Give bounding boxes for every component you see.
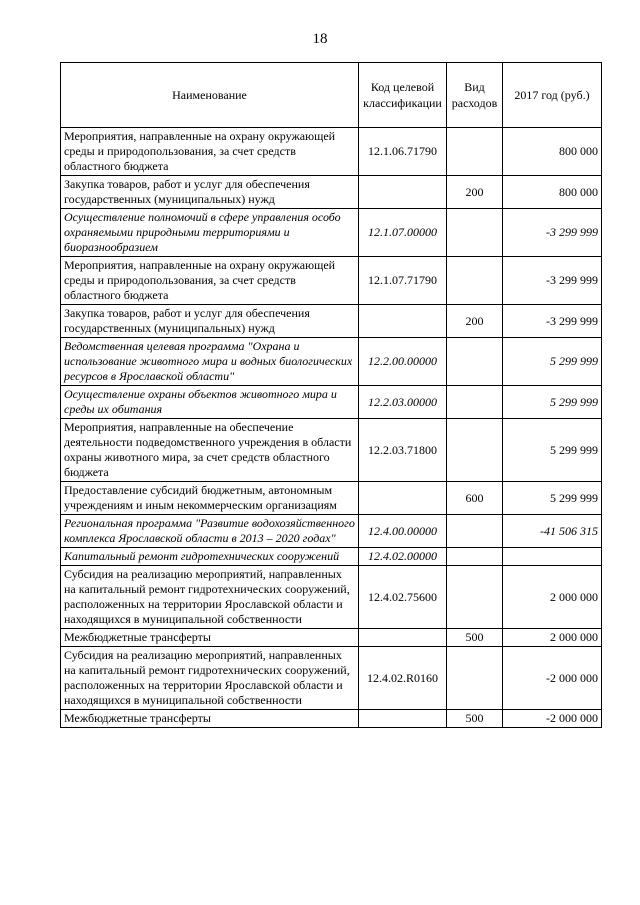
cell-name: Осуществление полномочий в сфере управления особо охраняемыми природными территориями и биоразнообразием	[61, 209, 359, 257]
cell-type: 600	[447, 482, 503, 515]
header-type: Вид расходов	[447, 63, 503, 128]
table-row	[61, 548, 602, 566]
header-name: Наименование	[61, 63, 359, 128]
cell-name: Мероприятия, направленные на обеспечение деятельности подведомственного учреждения в области охраны животного мира, за счет средств областного бюджета	[61, 419, 359, 482]
cell-name: Предоставление субсидий бюджетным, автономным учреждениям и иным некоммерческим организациям	[61, 482, 359, 515]
cell-name: Межбюджетные трансферты	[61, 629, 359, 647]
cell-code	[359, 176, 447, 209]
cell-type	[447, 515, 503, 548]
budget-table	[60, 62, 602, 728]
cell-amount: 800 000	[503, 176, 602, 209]
cell-name: Мероприятия, направленные на охрану окружающей среды и природопользования, за счет средств областного бюджета	[61, 128, 359, 176]
cell-code: 12.2.03.71800	[359, 419, 447, 482]
cell-type: 500	[447, 629, 503, 647]
cell-name: Региональная программа "Развитие водохозяйственного комплекса Ярославской области в 2013 – 2020 годах"	[61, 515, 359, 548]
cell-code	[359, 629, 447, 647]
cell-code: 12.2.03.00000	[359, 386, 447, 419]
table-row	[61, 305, 602, 338]
cell-amount: 5 299 999	[503, 482, 602, 515]
cell-amount: -3 299 999	[503, 209, 602, 257]
table-row	[61, 629, 602, 647]
cell-amount: 5 299 999	[503, 338, 602, 386]
table-row	[61, 176, 602, 209]
cell-code: 12.4.02.75600	[359, 566, 447, 629]
cell-type	[447, 257, 503, 305]
cell-code: 12.1.07.71790	[359, 257, 447, 305]
cell-type	[447, 386, 503, 419]
cell-type	[447, 128, 503, 176]
table-row	[61, 647, 602, 710]
cell-amount: -41 506 315	[503, 515, 602, 548]
page-number: 18	[312, 31, 328, 47]
cell-code	[359, 482, 447, 515]
table-row	[61, 128, 602, 176]
cell-code: 12.1.07.00000	[359, 209, 447, 257]
cell-amount	[503, 548, 602, 566]
cell-amount: -3 299 999	[503, 257, 602, 305]
cell-type	[447, 209, 503, 257]
cell-amount: -2 000 000	[503, 647, 602, 710]
cell-amount: -3 299 999	[503, 305, 602, 338]
cell-type	[447, 647, 503, 710]
cell-code: 12.1.06.71790	[359, 128, 447, 176]
cell-amount: 2 000 000	[503, 629, 602, 647]
table-row	[61, 710, 602, 728]
cell-code: 12.2.00.00000	[359, 338, 447, 386]
table-row	[61, 515, 602, 548]
table-row	[61, 257, 602, 305]
cell-name: Субсидия на реализацию мероприятий, направленных на капитальный ремонт гидротехнических сооружений, расположенных на территории Ярославской области и находящихся в муниципальной собственности	[61, 566, 359, 629]
cell-type: 200	[447, 176, 503, 209]
header-code: Код целевой классификации	[359, 63, 447, 128]
cell-name: Субсидия на реализацию мероприятий, направленных на капитальный ремонт гидротехнических сооружений, расположенных на территории Ярославской области и находящихся в муниципальной собственности	[61, 647, 359, 710]
cell-code	[359, 305, 447, 338]
cell-name: Межбюджетные трансферты	[61, 710, 359, 728]
cell-code: 12.4.00.00000	[359, 515, 447, 548]
table-row	[61, 566, 602, 629]
cell-code: 12.4.02.00000	[359, 548, 447, 566]
cell-name: Мероприятия, направленные на охрану окружающей среды и природопользования, за счет средств областного бюджета	[61, 257, 359, 305]
cell-type	[447, 548, 503, 566]
cell-amount: 5 299 999	[503, 386, 602, 419]
cell-type	[447, 338, 503, 386]
cell-amount: 2 000 000	[503, 566, 602, 629]
header-amount: 2017 год (руб.)	[503, 63, 602, 128]
cell-amount: 800 000	[503, 128, 602, 176]
cell-code: 12.4.02.R0160	[359, 647, 447, 710]
table-row	[61, 209, 602, 257]
cell-code	[359, 710, 447, 728]
cell-name: Осуществление охраны объектов животного мира и среды их обитания	[61, 386, 359, 419]
cell-type: 500	[447, 710, 503, 728]
table-row	[61, 419, 602, 482]
cell-name: Капитальный ремонт гидротехнических сооружений	[61, 548, 359, 566]
cell-amount: 5 299 999	[503, 419, 602, 482]
cell-name: Закупка товаров, работ и услуг для обеспечения государственных (муниципальных) нужд	[61, 305, 359, 338]
table-row	[61, 386, 602, 419]
cell-name: Закупка товаров, работ и услуг для обеспечения государственных (муниципальных) нужд	[61, 176, 359, 209]
cell-amount: -2 000 000	[503, 710, 602, 728]
cell-name: Ведомственная целевая программа "Охрана и использование животного мира и водных биологических ресурсов в Ярославской области"	[61, 338, 359, 386]
cell-type	[447, 566, 503, 629]
cell-type: 200	[447, 305, 503, 338]
table-row	[61, 338, 602, 386]
table-row	[61, 482, 602, 515]
table-header-row	[61, 63, 602, 128]
cell-type	[447, 419, 503, 482]
table-body	[61, 128, 602, 728]
